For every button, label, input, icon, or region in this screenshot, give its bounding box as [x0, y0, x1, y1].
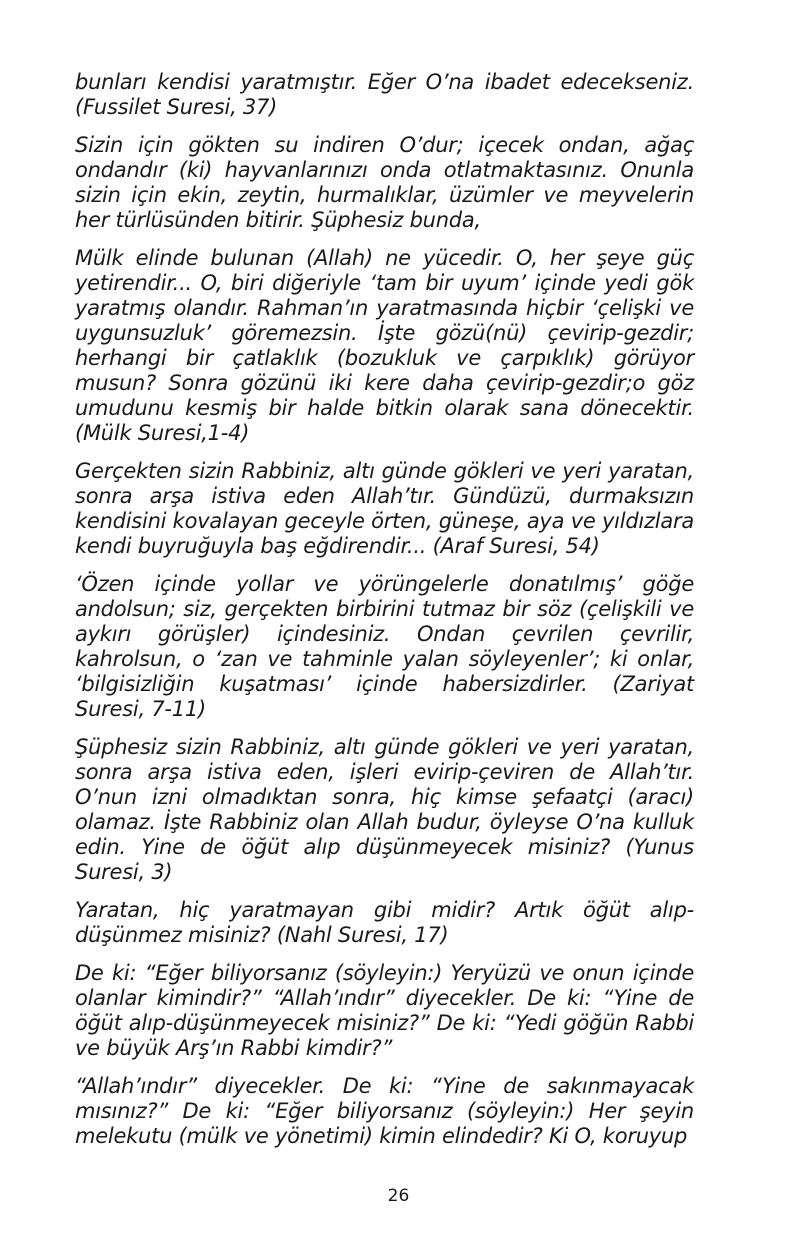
paragraph-8: De ki: “Eğer biliyorsanız (söyleyin:) Yeryüzü ve onun içinde olanlar kimindir?” “Allah’ındır” diyecekler. De ki: “Yine de öğüt alıp-düşünmeyecek misiniz?” De ki: “Yedi göğün Rabbi ve büyük Arş’ın Rabbi kimdir?”: [75, 961, 694, 1060]
paragraph-5: ‘Özen içinde yollar ve yörüngelerle donatılmış’ göğe andolsun; siz, gerçekten birbirini tutmaz bir söz (çelişkili ve aykırı görüşler) içindesiniz. Ondan çevrilen çevrilir, kahrolsun, o ‘zan ve tahminle yalan söyleyenler’; ki onlar, ‘bilgisizliğin kuşatması’ içinde habersizdirler. (Zariyat Suresi, 7-11): [75, 572, 694, 721]
paragraph-7: Yaratan, hiç yaratmayan gibi midir? Artık öğüt alıp-düşünmez misiniz? (Nahl Suresi, 17): [75, 898, 694, 947]
paragraph-1: bunları kendisi yaratmıştır. Eğer O’na ibadet edecekseniz. (Fussilet Suresi, 37): [75, 70, 694, 119]
paragraph-3: Mülk elinde bulunan (Allah) ne yücedir. O, her şeye güç yetirendir... O, biri diğeriyle ‘tam bir uyum’ içinde yedi gök yaratmış olandır. Rahman’ın yaratmasında hiçbir ‘çelişki ve uygunsuzluk’ göremezsin. İşte gözü(nü) çevirip-gezdir; herhangi bir çatlaklık (bozukluk ve çarpıklık) görüyor musun? Sonra gözünü iki kere daha çevirip-gezdir;o göz umudunu kesmiş bir halde bitkin olarak sana dönecektir. (Mülk Suresi,1-4): [75, 246, 694, 445]
page-number: 26: [387, 1186, 410, 1206]
body-text: [75, 70, 694, 1162]
paragraph-6: Şüphesiz sizin Rabbiniz, altı günde gökleri ve yeri yaratan, sonra arşa istiva eden, işleri evirip-çeviren de Allah’tır. O’nun izni olmadıktan sonra, hiç kimse şefaatçi (aracı) olamaz. İşte Rabbiniz olan Allah budur, öyleyse O’na kulluk edin. Yine de öğüt alıp düşünmeyecek misiniz? (Yunus Suresi, 3): [75, 735, 694, 884]
paragraph-9: “Allah’ındır” diyecekler. De ki: “Yine de sakınmayacak mısınız?” De ki: “Eğer biliyorsanız (söyleyin:) Her şeyin melekutu (mülk ve yönetimi) kimin elindedir? Ki O, koruyup: [75, 1074, 694, 1148]
paragraph-2: Sizin için gökten su indiren O’dur; içecek ondan, ağaç ondandır (ki) hayvanlarınızı onda otlatmaktasınız. Onunla sizin için ekin, zeytin, hurmalıklar, üzümler ve meyvelerin her türlüsünden bitirir. Şüphesiz bunda,: [75, 133, 694, 232]
paragraph-4: Gerçekten sizin Rabbiniz, altı günde gökleri ve yeri yaratan, sonra arşa istiva eden Allah’tır. Gündüzü, durmaksızın kendisini kovalayan geceyle örten, güneşe, aya ve yıldızlara kendi buyruğuyla baş eğdirendir... (Araf Suresi, 54): [75, 459, 694, 558]
